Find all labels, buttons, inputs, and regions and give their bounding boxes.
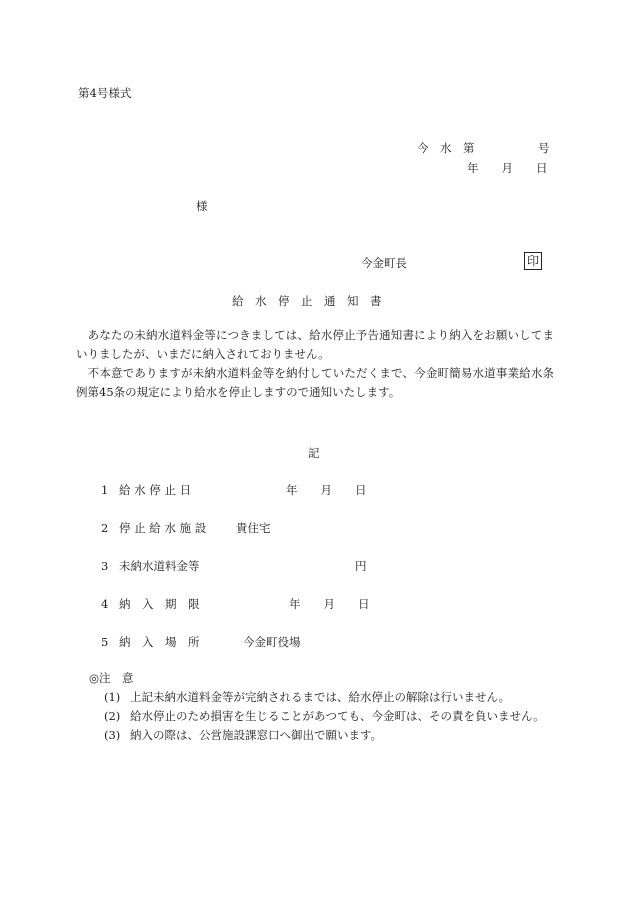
item-number: 1 — [101, 483, 109, 497]
issue-date: 年 月 日 — [467, 161, 548, 175]
item-label: 未納水道料金等 — [119, 559, 200, 573]
item-label: 給 水 停 止 日 — [119, 483, 192, 497]
issuer-name: 今金町長 — [361, 256, 407, 270]
item-number: 4 — [101, 597, 109, 611]
note-number: (1) — [104, 690, 121, 704]
item-label: 納 入 場 所 — [119, 635, 200, 649]
item-value: 年 月 日 — [289, 597, 370, 611]
ki-heading: 記 — [308, 446, 320, 460]
note-text: 納入の際は、公営施設課窓口へ御出で願います。 — [130, 728, 383, 742]
note-number: (3) — [104, 728, 121, 742]
document-title: 給 水 停 止 通 知 書 — [232, 294, 382, 308]
item-value: 貴住宅 — [236, 521, 271, 535]
form-number: 第4号様式 — [78, 86, 132, 100]
item-value: 今金町役場 — [243, 635, 301, 649]
notes-heading: ◎注 意 — [89, 671, 134, 685]
item-label: 納 入 期 限 — [119, 597, 200, 611]
seal-mark: 印 — [524, 252, 542, 270]
body-paragraph-1: あなたの未納水道料金等につきましては、給水停止予告通知書により納入をお願いしてまいりましたが、いまだに納入されておりません。 — [76, 328, 554, 361]
item-number: 2 — [101, 521, 109, 535]
note-text: 給水停止のため損害を生じることがあつても、今金町は、その責を負いません。 — [130, 709, 545, 723]
body-paragraph-2: 不本意でありますが未納水道料金等を納付していただくまで、今金町簡易水道事業給水条例第45条の規定により給水を停止しますので通知いたします。 — [76, 366, 554, 399]
item-value: 円 — [355, 559, 367, 573]
item-number: 3 — [101, 559, 109, 573]
note-number: (2) — [104, 709, 121, 723]
item-label: 停 止 給 水 施 設 — [119, 521, 207, 535]
item-number: 5 — [101, 635, 109, 649]
item-value: 年 月 日 — [286, 483, 367, 497]
doc-number-prefix: 今 水 第 — [417, 141, 475, 155]
doc-number-suffix: 号 — [538, 141, 550, 155]
note-text: 上記未納水道料金等が完納されるまでは、給水停止の解除は行いません。 — [130, 690, 511, 704]
recipient-suffix: 様 — [196, 199, 208, 213]
